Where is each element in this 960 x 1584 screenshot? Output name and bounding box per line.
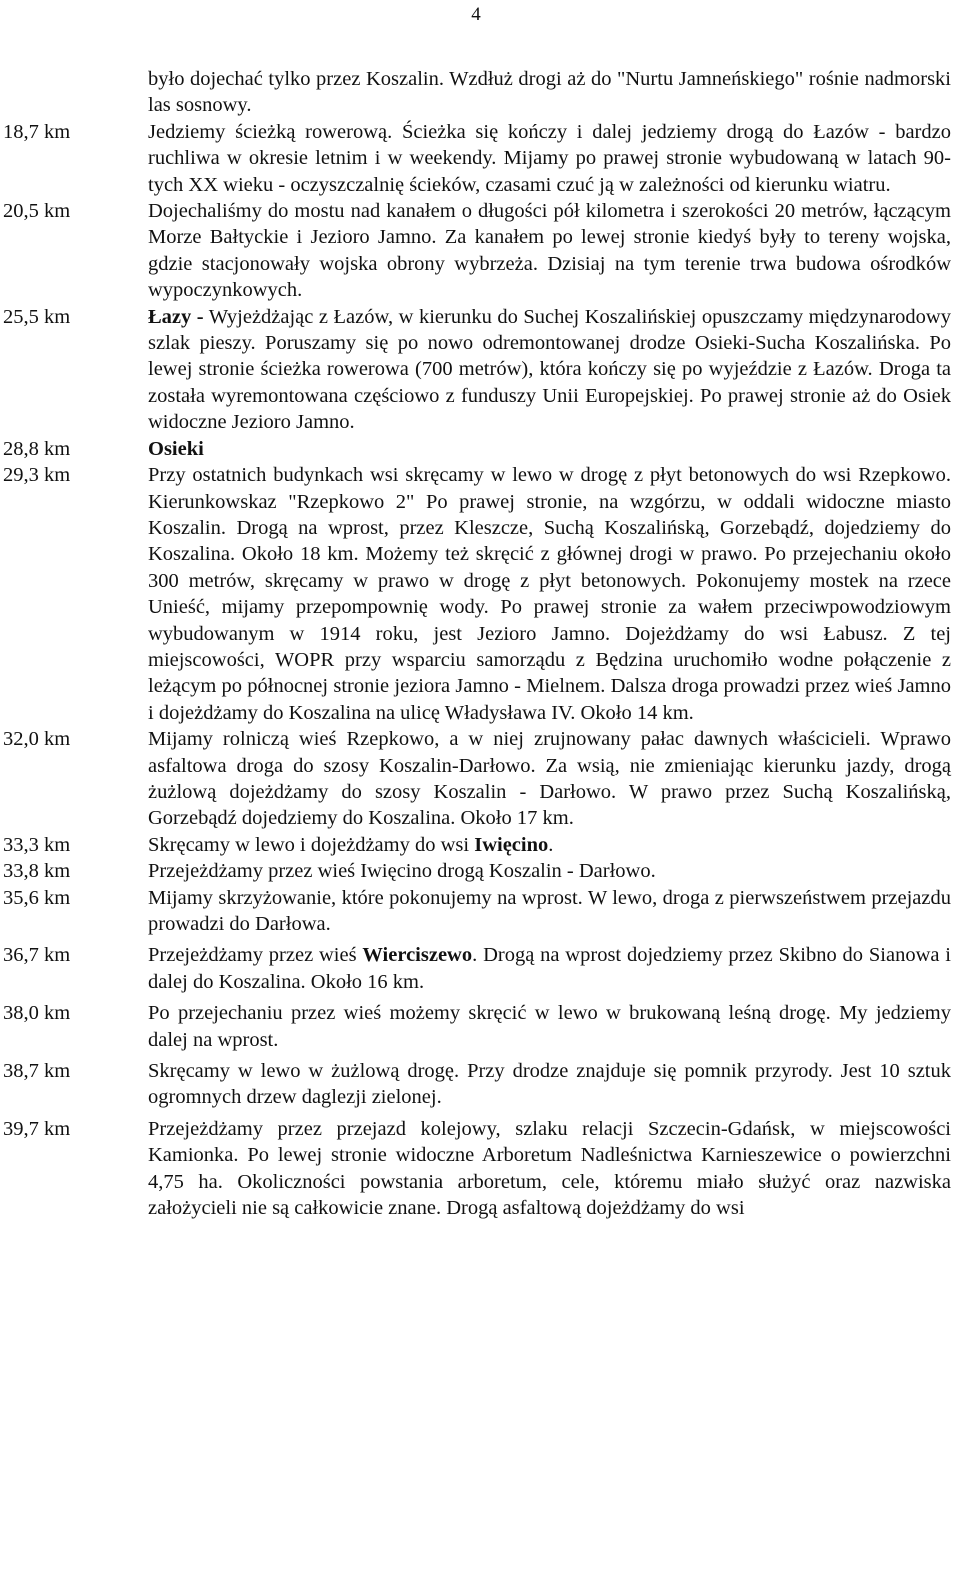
entry-text: Mijamy skrzyżowanie, które pokonujemy na wprost. W lewo, droga z pierwszeństwem przejazdu prowadzi do Darłowa.	[148, 886, 951, 935]
entry-km: 33,8 km	[3, 860, 71, 883]
entry-km: 39,7 km	[3, 1117, 71, 1140]
entry-18-7-km	[0, 119, 952, 198]
entry-38-7-km	[0, 1058, 952, 1111]
place-name: Iwięcino	[474, 833, 549, 856]
entry-20-5-km	[0, 198, 952, 304]
entry-text: Przejeżdżamy przez wieś Iwięcino drogą Koszalin - Darłowo.	[148, 860, 656, 883]
entry-km: 25,5 km	[3, 305, 71, 328]
entry-km: 35,6 km	[3, 886, 71, 909]
entry-text	[148, 436, 951, 462]
entry-text-before: Przejeżdżamy przez wieś	[148, 944, 363, 967]
entry-text	[148, 304, 951, 436]
entry-32-0-km	[0, 726, 952, 832]
place-name: Osieki	[148, 437, 204, 460]
entry-text: Skręcamy w lewo w żużlową drogę. Przy drodze znajduje się pomnik przyrody. Jest 10 sztuk ogromnych drzew daglezji zielonej.	[148, 1060, 951, 1109]
entry-text: Jedziemy ścieżką rowerową. Ścieżka się kończy i dalej jedziemy drogą do Łazów - bardzo ruchliwa w okresie letnim i w weekendy. Mijamy po prawej stronie wybudowaną w latach 90-tych XX wieku - oczyszczalnię ścieków, czasami czuć ją w zależności od kierunku wiatru.	[148, 120, 951, 196]
entry-text: Dojechaliśmy do mostu nad kanałem o długości pół kilometra i szerokości 20 metrów, łączącym Morze Bałtyckie i Jezioro Jamno. Za kanałem po lewej stronie kiedyś były to tereny wojska, gdzie stacjonowały wojska obrony wybrzeża. Dzisiaj na tym terenie trwa budowa ośrodków wypoczynkowych.	[148, 200, 951, 302]
entry-text: Po przejechaniu przez wieś możemy skręcić w lewo w brukowaną leśną drogę. My jedziemy dalej na wprost.	[148, 1002, 951, 1051]
entry-33-8-km	[0, 858, 952, 884]
entry-36-7-km	[0, 942, 952, 995]
entry-29-3-km	[0, 462, 952, 726]
entry-km: 28,8 km	[3, 437, 71, 460]
entry-25-5-km	[0, 304, 952, 436]
entry-km: 29,3 km	[3, 464, 71, 487]
entry-intro	[0, 66, 952, 119]
entry-text: Przejeżdżamy przez przejazd kolejowy, szlaku relacji Szczecin-Gdańsk, w miejscowości Kamionka. Po lewej stronie widoczne Arboretum Nadleśnictwa Karnieszewice o powierzchni 4,75 ha. Okoliczności powstania arboretum, cele, któremu miało służyć oraz nazwiska założycieli nie są całkowicie znane. Drogą asfaltową dojeżdżamy do wsi	[148, 1117, 951, 1220]
entry-38-0-km	[0, 1000, 952, 1053]
entry-km: 38,7 km	[3, 1060, 71, 1083]
place-name: Wierciszewo	[362, 944, 473, 967]
entry-text	[148, 942, 951, 995]
entry-km: 20,5 km	[3, 200, 71, 223]
entry-text: Mijamy rolniczą wieś Rzepkowo, a w niej zrujnowany pałac dawnych właścicieli. Wprawo asfaltowa droga do szosy Koszalin-Darłowo. Za wsią, nie zmieniając kierunku jazdy, drogą żużlową dojeżdżamy do szosy Koszalin - Darłowo. W prawo przez Suchą Koszalińską, Gorzebądź dojedziemy do Koszalina. Około 17 km.	[148, 728, 951, 830]
document-body	[0, 66, 952, 1221]
entry-text: Przy ostatnich budynkach wsi skręcamy w lewo w drogę z płyt betonowych do wsi Rzepkowo. Kierunkowskaz "Rzepkowo 2" Po prawej stronie, na wzgórzu, w oddali widoczne miasto Koszalin. Drogą na wprost, przez Kleszcze, Suchą Koszalińską, Gorzebądź, dojedziemy do Koszalina. Około 18 km. Możemy też skręcić z głównej drogi w prawo. Po przejechaniu około 300 metrów, skręcamy w prawo w drogę z płyt betonowych. Pokonujemy mostek na rzece Unieść, mijamy przepompownię wody. Po prawej stronie za wałem przeciwpowodziowym wybudowanym w 1914 roku, jest Jezioro Jamno. Dojeżdżamy do wsi Łabusz. Z tej miejscowości, WOPR przy wsparciu samorządu z Będzina uruchomiło wodne połączenie z leżącym po północnej stronie jeziora Jamno - Mielnem. Dalsza droga prowadzi przez wieś Jamno i dojeżdżamy do Koszalina na ulicę Władysława IV. Około 14 km.	[148, 464, 951, 724]
page-number: 4	[471, 4, 481, 25]
entry-33-3-km	[0, 832, 952, 858]
entry-28-8-km	[0, 436, 952, 462]
entry-39-7-km	[0, 1116, 952, 1222]
entry-text	[148, 832, 951, 858]
entry-km: 36,7 km	[3, 944, 71, 967]
entry-text: było dojechać tylko przez Koszalin. Wzdłuż drogi aż do "Nurtu Jamneńskiego" rośnie nadmorski las sosnowy.	[148, 68, 951, 117]
entry-text-after: .	[548, 833, 554, 856]
entry-35-6-km	[0, 885, 952, 938]
entry-text-body: Wyjeżdżając z Łazów, w kierunku do Suchej Koszalińskiej opuszczamy międzynarodowy szlak pieszy. Poruszamy się po nowo odremontowanej drodze Osieki-Sucha Koszalińska. Po lewej stronie ścieżka rowerowa (700 metrów), która kończy się po wyjeździe z Łazów. Droga ta została wyremontowana częściowo z funduszy Unii Europejskiej. Po prawej stronie aż do Osiek widoczne Jezioro Jamno.	[148, 305, 951, 434]
entry-km: 32,0 km	[3, 728, 71, 751]
entry-text-before: Skręcamy w lewo i dojeżdżamy do wsi	[148, 833, 475, 856]
entry-km: 33,3 km	[3, 833, 71, 856]
entry-km: 38,0 km	[3, 1002, 71, 1025]
place-name: Łazy -	[148, 305, 204, 328]
entry-text-after: . Drogą na wprost dojedziemy przez Skibno do Sianowa i dalej do Koszalina. Około 16 km.	[148, 944, 952, 993]
entry-km: 18,7 km	[3, 120, 71, 143]
